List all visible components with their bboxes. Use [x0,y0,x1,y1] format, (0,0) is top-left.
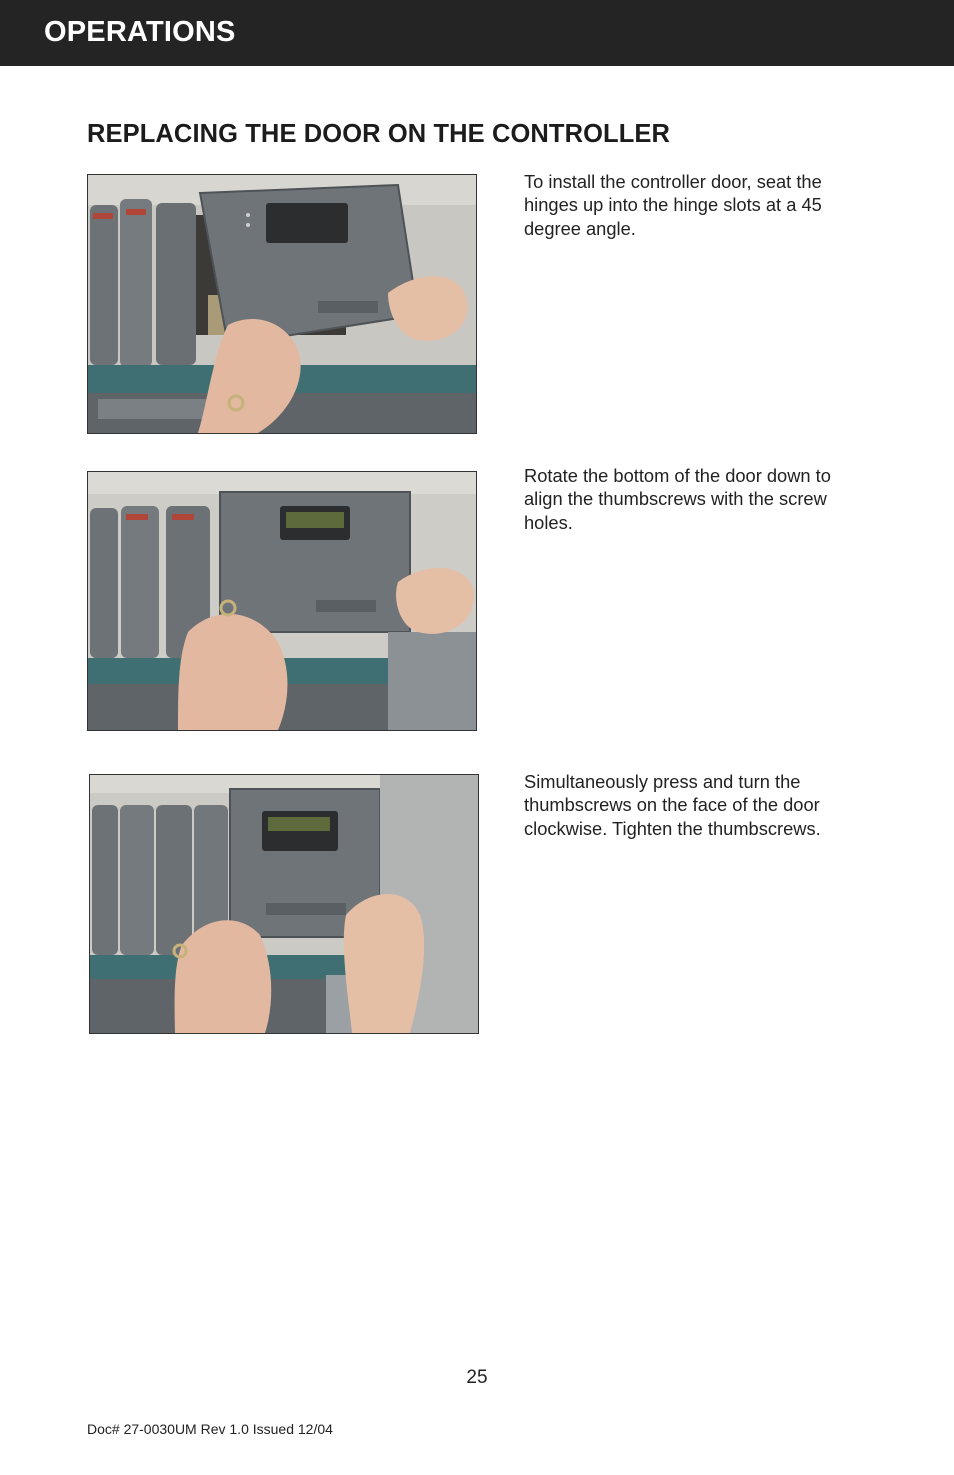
step-3-photo [89,774,479,1034]
step-1-photo [87,174,477,434]
section-title: REPLACING THE DOOR ON THE CONTROLLER [87,120,671,148]
document-id: Doc# 27-0030UM Rev 1.0 Issued 12/04 [87,1421,333,1437]
step-2-text: Rotate the bottom of the door down to align the thumbscrews with the screw holes. [524,465,831,533]
header-title: OPERATIONS [44,16,236,48]
step-3-text: Simultaneously press and turn the thumbscrews on the face of the door clockwise. Tighten the thumbscrews. [524,771,821,839]
step-2-photo [87,471,477,731]
step-1-text: To install the controller door, seat the hinges up into the hinge slots at a 45 degree angle. [524,171,822,239]
header-bar [0,0,954,66]
page-number: 25 [466,1367,488,1388]
